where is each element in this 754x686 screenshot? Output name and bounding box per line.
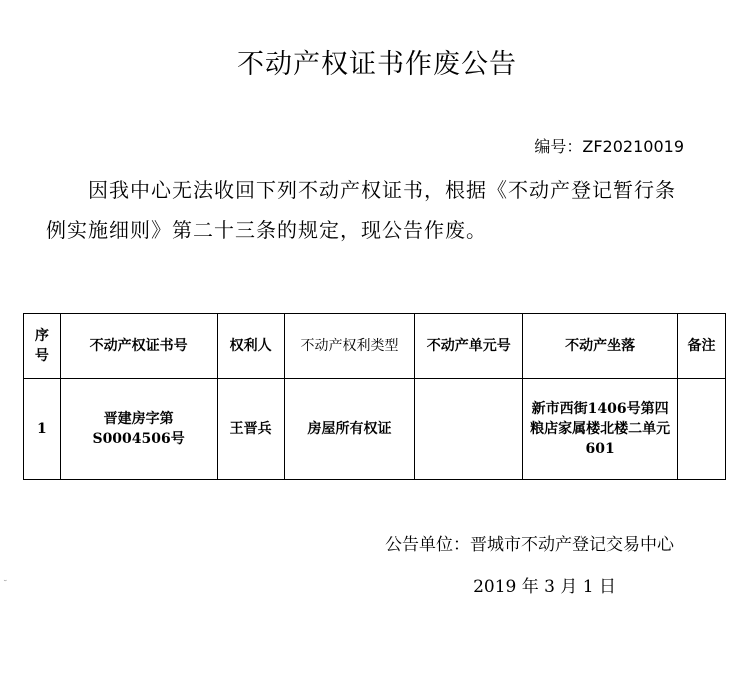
header-holder: 权利人	[217, 314, 284, 379]
header-location: 不动产坐落	[523, 314, 678, 379]
cell-seq: 1	[24, 379, 61, 480]
cell-holder: 王晋兵	[217, 379, 284, 480]
cell-right-type: 房屋所有权证	[284, 379, 414, 480]
cell-unit-no	[415, 379, 523, 480]
cell-remark	[678, 379, 726, 480]
notice-title: 不动产权证书作废公告	[237, 49, 517, 80]
issuer-line: 公告单位：晋城市不动产登记交易中心	[385, 535, 674, 555]
stray-mark: ˘	[3, 580, 8, 590]
table-header-row	[24, 314, 726, 379]
table-row	[24, 379, 726, 480]
notice-body-text: 因我中心无法收回下列不动产权证书，根据《不动产登记暂行条例实施细则》第二十三条的规定，现公告作废。	[46, 178, 676, 242]
notice-date: 2019 年 3 月 1 日	[473, 577, 616, 597]
header-unit-no: 不动产单元号	[415, 314, 523, 379]
header-cert-no: 不动产权证书号	[60, 314, 217, 379]
header-seq: 序号	[24, 314, 61, 379]
header-right-type: 不动产权利类型	[284, 314, 414, 379]
voided-certificates-table	[23, 313, 726, 480]
cell-location: 新市西街1406号第四粮店家属楼北楼二单元601	[523, 379, 678, 480]
header-remark: 备注	[678, 314, 726, 379]
document-number: 编号：ZF20210019	[534, 137, 684, 156]
cell-cert-no: 晋建房字第S0004506号	[60, 379, 217, 480]
